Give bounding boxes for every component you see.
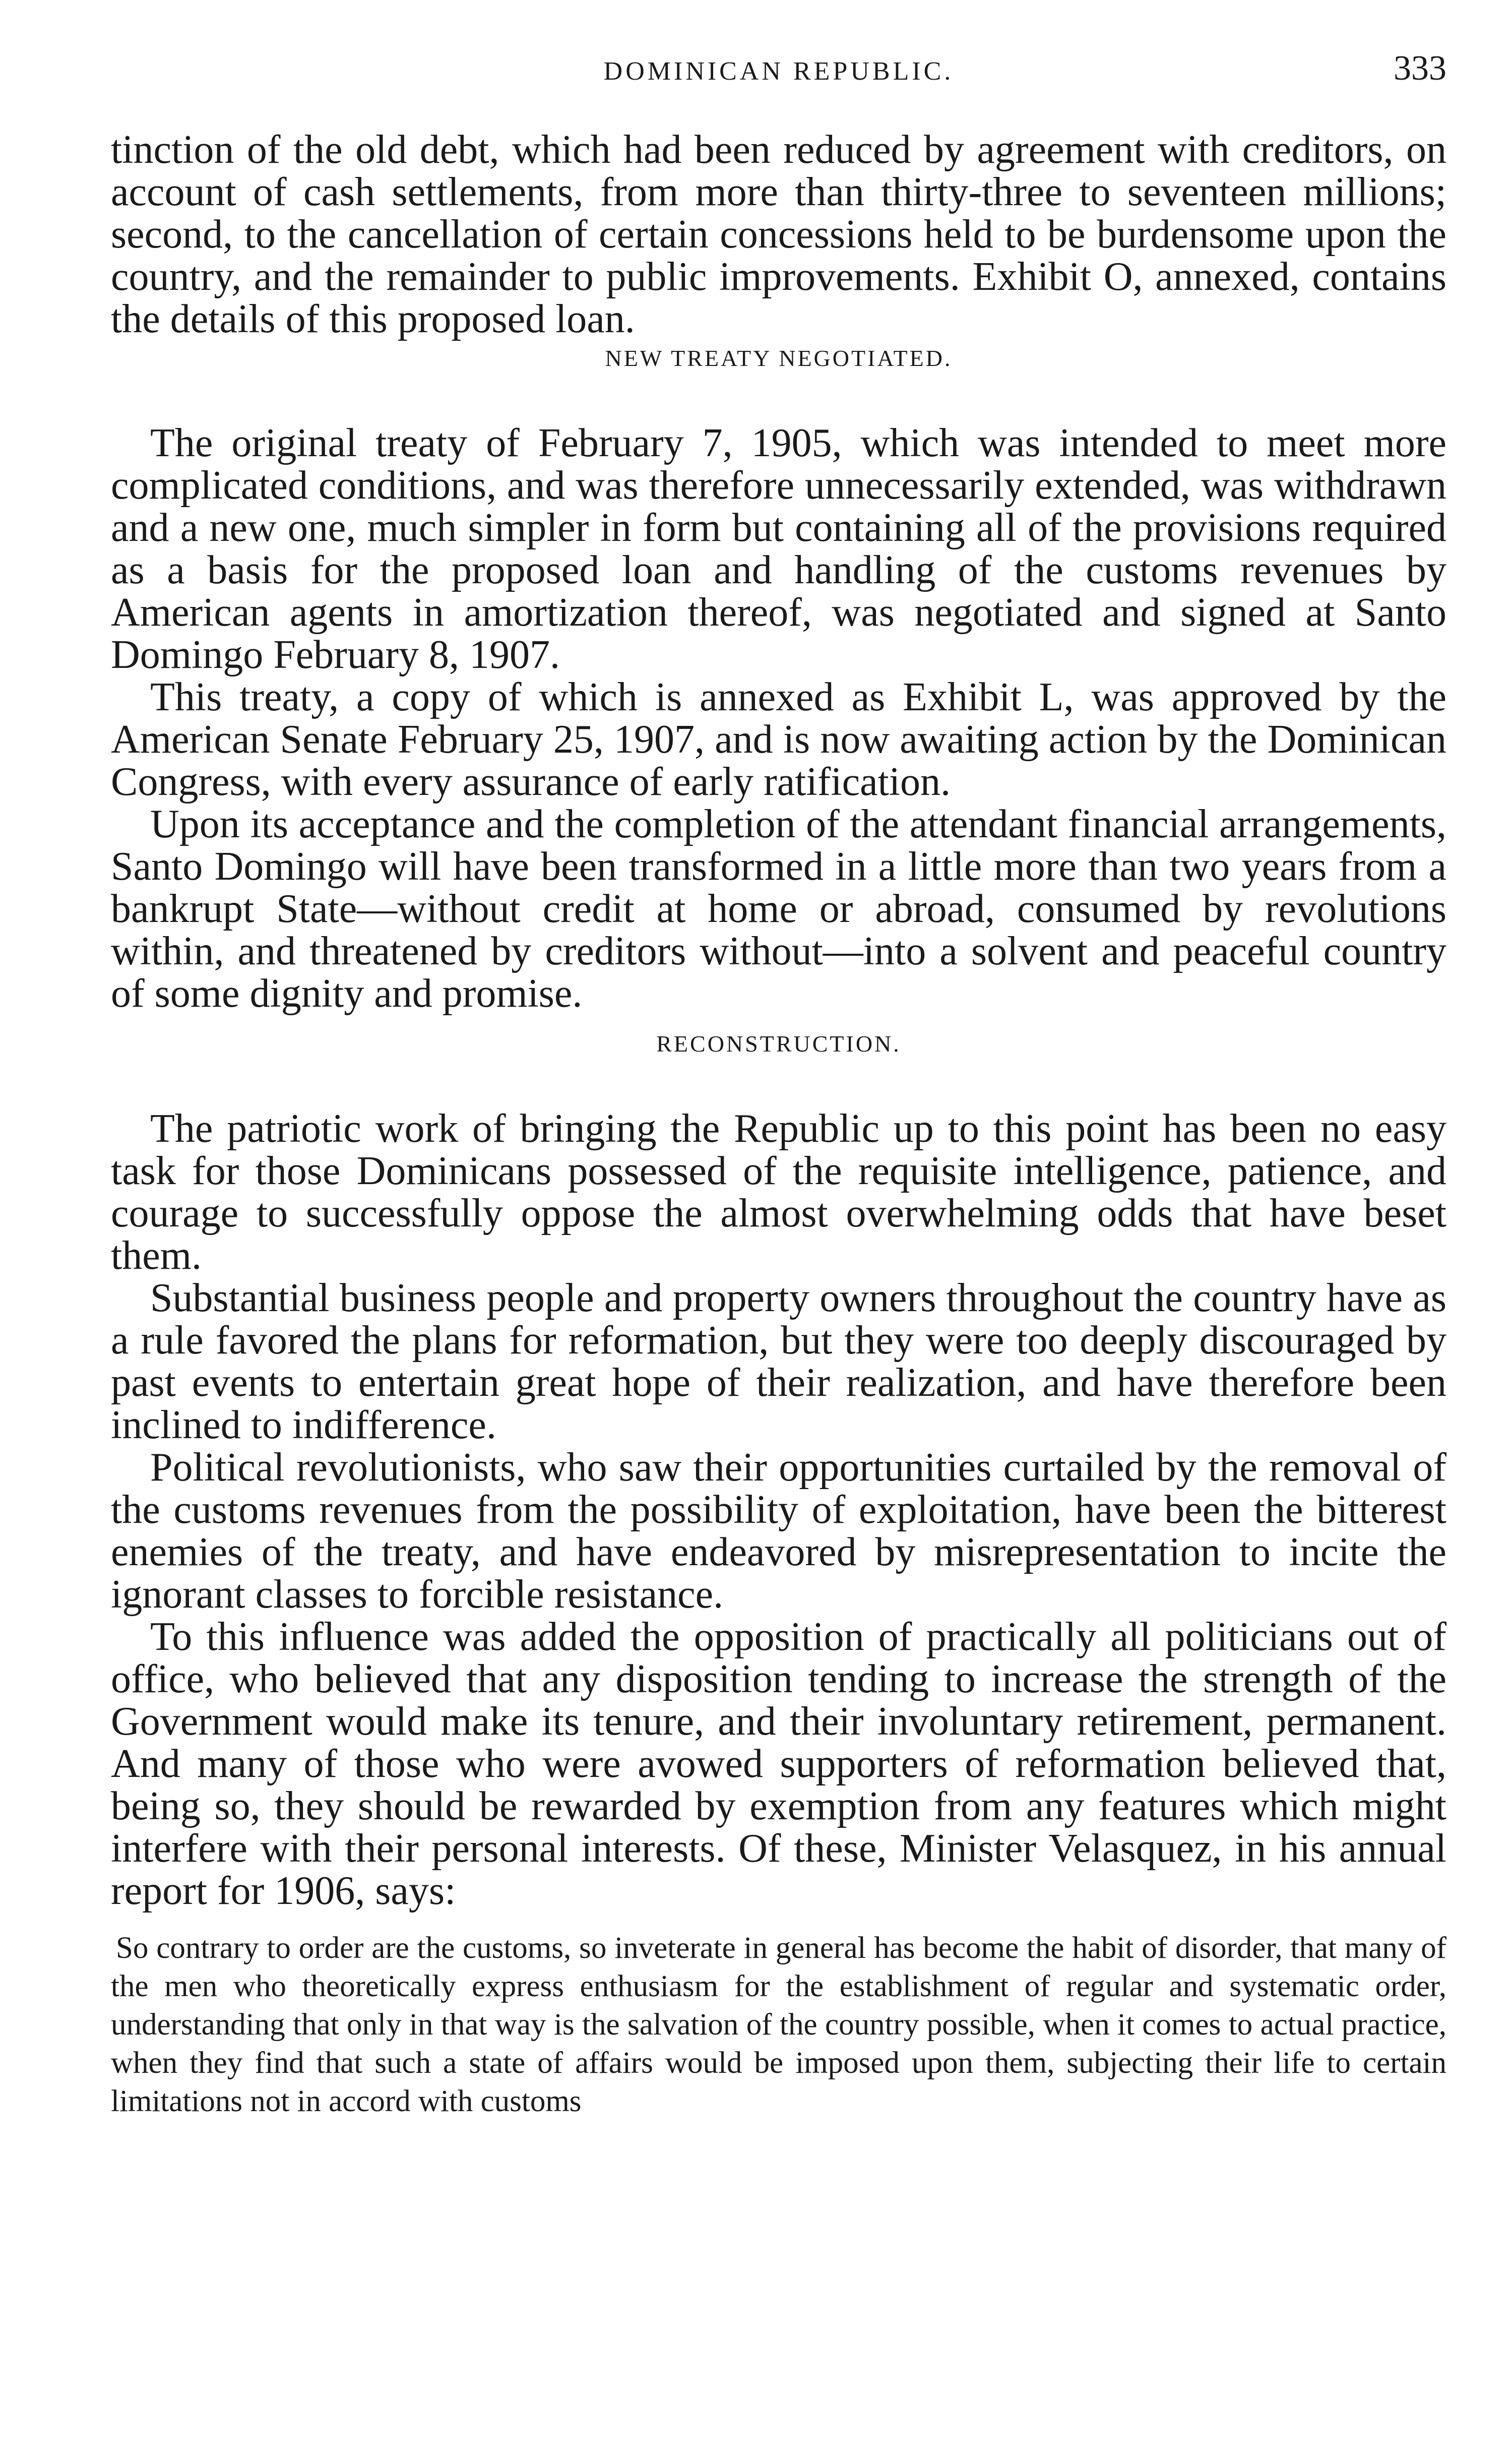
paragraph: Upon its acceptance and the completion of the attendant financial arrangements, Santo Domingo will have been transformed in a little more than two years from a bankrupt State—without credit at home or abroad, consumed by revolutions within, and threatened by creditors without—into a solvent and peaceful country of some dignity and promise.	[111, 802, 1446, 1016]
quote-text: So contrary to order are the customs, so inveterate in general has become the habit of disorder, that many of the men who theoretically express enthusiasm for the establishment of regular and systematic order, understanding that only in that way is the salvation of the country possible, when it comes to actual practice, when they find that such a state of affairs would be imposed upon them, subjecting their life to certain limitations not in accord with customs	[111, 1931, 1446, 2118]
section-heading-new-treaty: NEW TREATY NEGOTIATED.	[605, 345, 953, 371]
page-number: 333	[1394, 49, 1446, 88]
paragraph: This treaty, a copy of which is annexed as Exhibit L, was approved by the American Senate February 25, 1907, and is now awaiting action by the Dominican Congress, with every assurance of early ratification.	[111, 675, 1446, 804]
paragraph: Substantial business people and property owners throughout the country have as a rule favored the plans for reformation, but they were too deeply discouraged by past events to entertain great hope of their realization, and have therefore been inclined to indifference.	[111, 1276, 1446, 1447]
paragraph: The original treaty of February 7, 1905, which was intended to meet more complicated conditions, and was therefore unnecessarily extended, was withdrawn and a new one, much simpler in form but containing all of the provisions required as a basis for the proposed loan and handling of the customs revenues by American agents in amortization thereof, was negotiated and signed at Santo Domingo February 8, 1907.	[111, 421, 1446, 677]
section-heading-reconstruction: RECONSTRUCTION.	[656, 1031, 901, 1057]
paragraph-continuation: tinction of the old debt, which had been reduced by agreement with creditors, on account of cash settlements, from more than thirty-three to seventeen millions; second, to the cancellation of certain concessions held to be burdensome upon the country, and the remainder to public improvements. Exhibit O, annexed, contains the details of this proposed loan.	[111, 128, 1446, 341]
paragraph: Political revolutionists, who saw their opportunities curtailed by the removal of the customs revenues from the possibility of exploitation, have been the bitterest enemies of the treaty, and have endeavored by misrepresentation to incite the ignorant classes to forcible resistance.	[111, 1445, 1446, 1617]
paragraph: To this influence was added the opposition of practically all politicians out of office, who believed that any disposition tending to increase the strength of the Government would make its tenure, and their involuntary retirement, permanent. And many of those who were avowed supporters of reformation believed that, being so, they should be rewarded by exemption from any features which might interfere with their personal interests. Of these, Minister Velasquez, in his annual report for 1906, says:	[111, 1615, 1446, 1913]
body-text	[111, 129, 1446, 2121]
running-head	[111, 46, 1446, 92]
running-title: DOMINICAN REPUBLIC.	[603, 57, 954, 86]
block-quote	[111, 1929, 1446, 2121]
paragraph: The patriotic work of bringing the Republic up to this point has been no easy task for those Dominicans possessed of the requisite intelligence, patience, and courage to successfully oppose the almost overwhelming odds that have beset them.	[111, 1106, 1446, 1278]
